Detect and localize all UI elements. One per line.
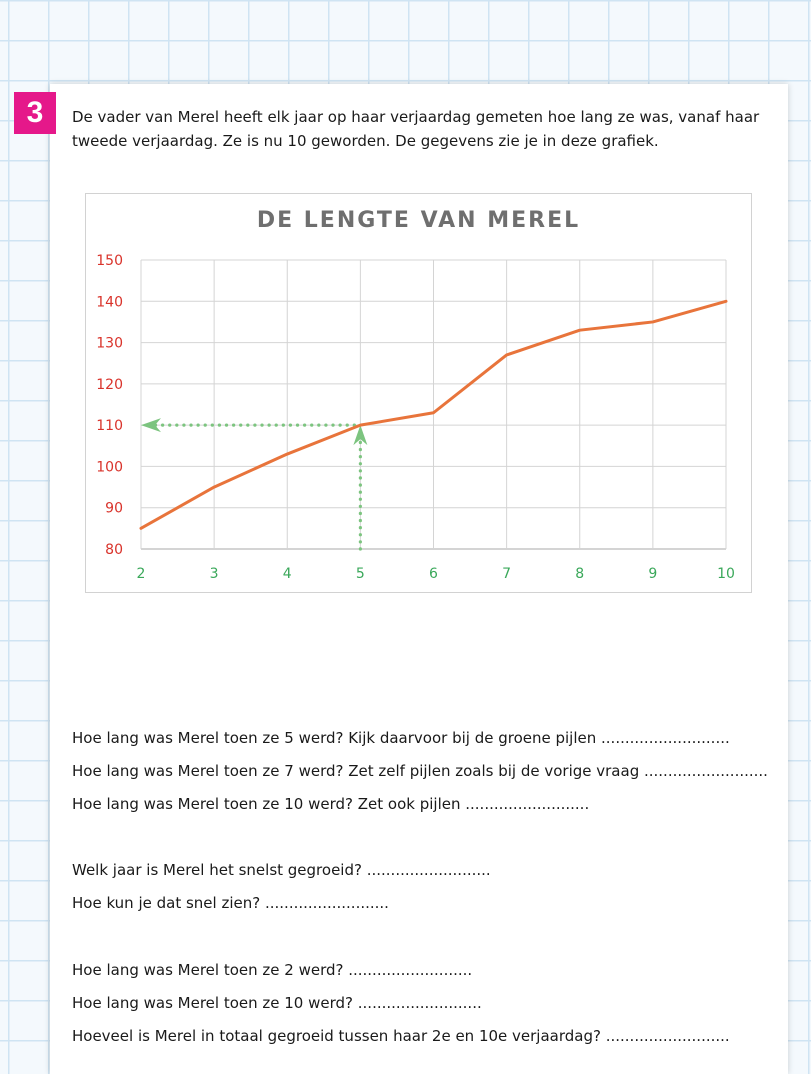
question-6: Hoe lang was Merel toen ze 2 werd? .......................... xyxy=(72,961,472,979)
question-1: Hoe lang was Merel toen ze 5 werd? Kijk daarvoor bij de groene pijlen ........................... xyxy=(72,729,730,747)
question-7: Hoe lang was Merel toen ze 10 werd? .......................... xyxy=(72,994,482,1012)
x-tick-label-2: 2 xyxy=(137,566,146,582)
chart-annotation-arrows xyxy=(141,418,367,549)
y-tick-label-130: 130 xyxy=(96,336,123,352)
x-tick-label-5: 5 xyxy=(356,566,365,582)
x-tick-label-4: 4 xyxy=(283,566,292,582)
y-tick-label-80: 80 xyxy=(105,542,123,558)
chart-canvas xyxy=(86,194,753,594)
chart-grid xyxy=(141,260,726,549)
x-tick-label-8: 8 xyxy=(575,566,584,582)
x-tick-label-10: 10 xyxy=(717,566,735,582)
question-3: Hoe lang was Merel toen ze 10 werd? Zet ook pijlen .......................... xyxy=(72,795,589,813)
y-tick-label-100: 100 xyxy=(96,459,123,475)
exercise-number-badge: 3 xyxy=(14,92,56,134)
question-4: Welk jaar is Merel het snelst gegroeid? .......................... xyxy=(72,861,491,879)
intro-line-2: tweede verjaardag. Ze is nu 10 geworden. De gegevens zie je in deze grafiek. xyxy=(72,129,772,153)
question-2: Hoe lang was Merel toen ze 7 werd? Zet zelf pijlen zoals bij de vorige vraag .......................... xyxy=(72,762,768,780)
exercise-intro xyxy=(72,105,772,153)
x-tick-label-9: 9 xyxy=(648,566,657,582)
y-tick-label-150: 150 xyxy=(96,253,123,269)
y-tick-label-110: 110 xyxy=(96,418,123,434)
line-chart xyxy=(85,193,752,593)
y-tick-label-120: 120 xyxy=(96,377,123,393)
question-8: Hoeveel is Merel in totaal gegroeid tussen haar 2e en 10e verjaardag? .......................... xyxy=(72,1027,730,1045)
y-tick-label-140: 140 xyxy=(96,294,123,310)
y-tick-label-90: 90 xyxy=(105,501,123,517)
x-tick-label-6: 6 xyxy=(429,566,438,582)
question-5: Hoe kun je dat snel zien? .......................... xyxy=(72,894,389,912)
x-tick-label-3: 3 xyxy=(210,566,219,582)
chart-tick-labels xyxy=(96,253,735,582)
intro-line-1: De vader van Merel heeft elk jaar op haar verjaardag gemeten hoe lang ze was, vanaf haar xyxy=(72,105,772,129)
chart-title: DE LENGTE VAN MEREL xyxy=(86,208,751,233)
x-tick-label-7: 7 xyxy=(502,566,511,582)
